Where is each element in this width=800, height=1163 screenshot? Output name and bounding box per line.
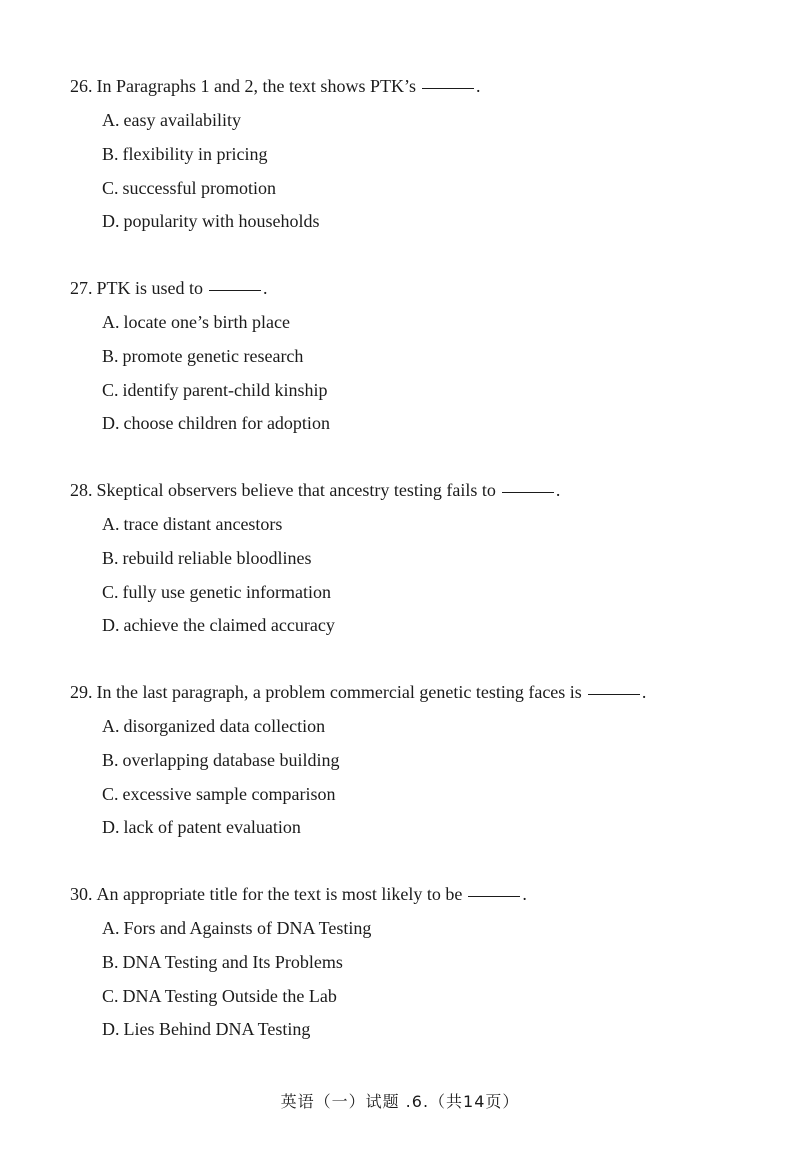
option-list <box>70 311 760 434</box>
option-letter: A. <box>102 918 120 938</box>
option-letter: B. <box>102 345 119 366</box>
option-text: disorganized data collection <box>123 716 326 736</box>
option-b <box>102 345 760 367</box>
question-text: In Paragraphs 1 and 2, the text shows PTK’s <box>96 76 416 96</box>
question-number: 30. <box>70 884 93 904</box>
answer-blank <box>468 896 520 897</box>
option-d <box>102 412 760 434</box>
question-stem <box>70 883 760 905</box>
option-text: DNA Testing and Its Problems <box>122 951 343 972</box>
option-b <box>102 951 760 973</box>
option-text: flexibility in pricing <box>122 143 268 164</box>
question-text: An appropriate title for the text is most likely to be <box>96 884 463 904</box>
option-text: trace distant ancestors <box>123 514 283 534</box>
option-text: successful promotion <box>122 177 276 198</box>
option-text: overlapping database building <box>122 749 340 770</box>
option-text: choose children for adoption <box>123 413 330 434</box>
option-b <box>102 547 760 569</box>
question-30 <box>70 883 760 1040</box>
question-stem <box>70 75 760 97</box>
question-29 <box>70 681 760 838</box>
option-letter: B. <box>102 547 119 568</box>
option-letter: D. <box>102 413 120 434</box>
question-number: 27. <box>70 278 93 298</box>
option-a <box>102 109 760 131</box>
question-text: Skeptical observers believe that ancestry testing fails to <box>96 480 496 500</box>
question-stem <box>70 277 760 299</box>
option-letter: C. <box>102 177 119 198</box>
option-text: excessive sample comparison <box>122 783 336 804</box>
question-text: PTK is used to <box>96 278 204 298</box>
option-b <box>102 749 760 771</box>
option-c <box>102 985 760 1007</box>
option-text: locate one’s birth place <box>123 312 290 332</box>
option-text: identify parent-child kinship <box>122 379 328 400</box>
option-letter: C. <box>102 985 119 1006</box>
option-text: Fors and Againsts of DNA Testing <box>123 918 372 938</box>
option-c <box>102 783 760 805</box>
option-list <box>70 715 760 838</box>
option-d <box>102 210 760 232</box>
option-letter: D. <box>102 211 120 232</box>
option-text: fully use genetic information <box>122 581 331 602</box>
question-stem <box>70 681 760 703</box>
option-letter: A. <box>102 716 120 736</box>
option-letter: D. <box>102 1019 120 1040</box>
question-28 <box>70 479 760 636</box>
option-letter: A. <box>102 514 120 534</box>
option-letter: C. <box>102 783 119 804</box>
option-letter: A. <box>102 312 120 332</box>
option-letter: B. <box>102 143 119 164</box>
option-text: popularity with households <box>123 211 320 232</box>
option-a <box>102 311 760 333</box>
page-footer: 英语（一）试题 .6.（共14页） <box>280 1092 520 1111</box>
question-stem <box>70 479 760 501</box>
answer-blank <box>422 88 474 89</box>
option-text: rebuild reliable bloodlines <box>122 547 312 568</box>
option-text: lack of patent evaluation <box>123 817 301 838</box>
option-letter: B. <box>102 951 119 972</box>
question-end: . <box>641 682 647 702</box>
option-d <box>102 614 760 636</box>
option-letter: C. <box>102 581 119 602</box>
option-d <box>102 1018 760 1040</box>
question-number: 28. <box>70 480 93 500</box>
option-d <box>102 816 760 838</box>
question-end: . <box>475 76 481 96</box>
option-letter: A. <box>102 110 120 130</box>
option-text: Lies Behind DNA Testing <box>123 1019 311 1040</box>
answer-blank <box>209 290 261 291</box>
question-27 <box>70 277 760 434</box>
option-a <box>102 715 760 737</box>
question-number: 26. <box>70 76 93 96</box>
option-list <box>70 513 760 636</box>
question-end: . <box>522 884 527 904</box>
option-letter: C. <box>102 379 119 400</box>
option-list <box>70 109 760 232</box>
option-list <box>70 917 760 1040</box>
option-c <box>102 379 760 401</box>
question-end: . <box>263 278 268 298</box>
question-number: 29. <box>70 682 93 702</box>
option-letter: D. <box>102 817 120 838</box>
answer-blank <box>502 492 554 493</box>
option-text: promote genetic research <box>122 345 304 366</box>
question-end: . <box>555 480 561 500</box>
option-text: achieve the claimed accuracy <box>123 615 335 636</box>
option-text: easy availability <box>123 110 241 130</box>
option-letter: D. <box>102 615 120 636</box>
option-c <box>102 581 760 603</box>
option-b <box>102 143 760 165</box>
option-a <box>102 513 760 535</box>
question-26 <box>70 75 760 232</box>
option-a <box>102 917 760 939</box>
option-c <box>102 177 760 199</box>
option-letter: B. <box>102 749 119 770</box>
option-text: DNA Testing Outside the Lab <box>122 985 337 1006</box>
question-text: In the last paragraph, a problem commercial genetic testing faces is <box>96 682 582 702</box>
answer-blank <box>588 694 640 695</box>
